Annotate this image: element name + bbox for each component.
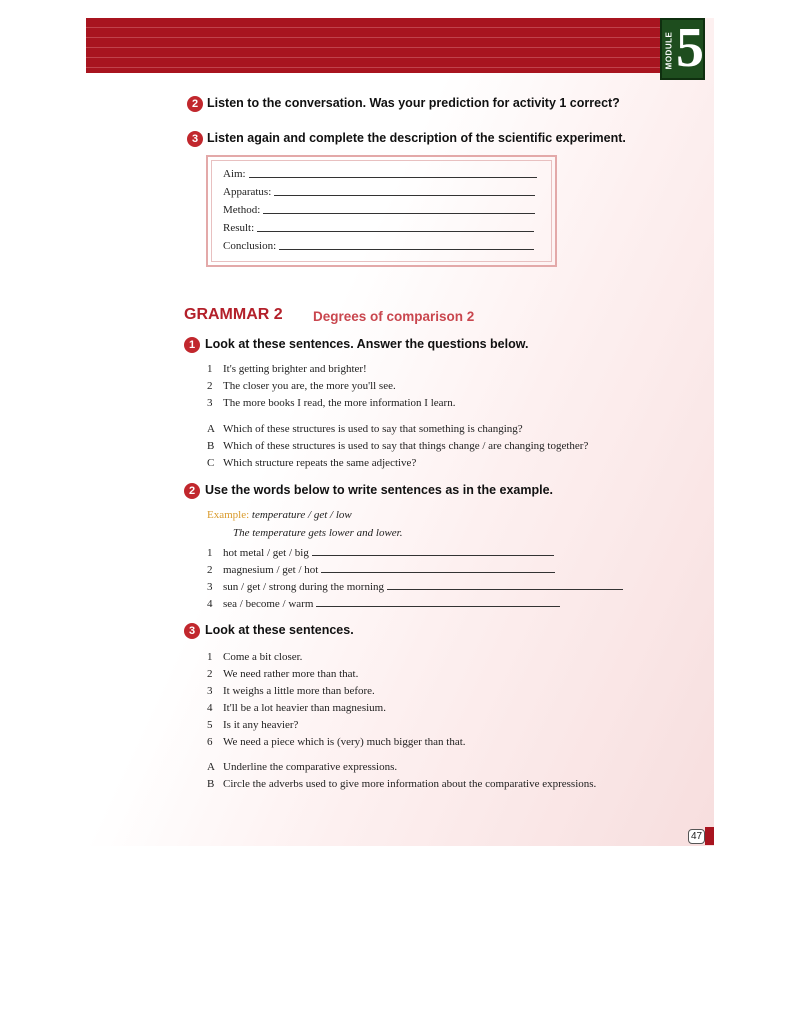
module-label: MODULE bbox=[664, 31, 674, 69]
example bbox=[207, 508, 352, 523]
question: C Which structure repeats the same adjective? bbox=[207, 457, 417, 469]
task: A Underline the comparative expressions. bbox=[207, 761, 398, 773]
section-subtitle: Degrees of comparison 2 bbox=[313, 309, 475, 324]
question: B Which of these structures is used to say that things change / are changing together? bbox=[207, 440, 589, 452]
example-sentence: 2 We need rather more than that. bbox=[207, 668, 359, 680]
answer-line[interactable] bbox=[279, 249, 534, 250]
section-title: GRAMMAR 2 bbox=[184, 306, 283, 323]
field-conclusion: Conclusion: bbox=[223, 236, 534, 252]
page-number: 47 bbox=[688, 829, 705, 844]
field-aim: Aim: bbox=[223, 164, 537, 180]
activity-number: 3 bbox=[184, 623, 200, 639]
activity-number: 2 bbox=[187, 96, 203, 112]
module-number: 5 bbox=[676, 17, 704, 79]
header-banner bbox=[86, 18, 660, 73]
exercise-item: 4 sea / become / warm bbox=[207, 596, 560, 611]
answer-line[interactable] bbox=[263, 213, 535, 214]
field-method: Method: bbox=[223, 200, 535, 216]
field-apparatus: Apparatus: bbox=[223, 182, 535, 198]
example-sentence: 5 Is it any heavier? bbox=[207, 719, 299, 731]
instruction-text: Look at these sentences. Answer the questions below. bbox=[205, 337, 529, 351]
instruction-text: Listen to the conversation. Was your prediction for activity 1 correct? bbox=[207, 96, 620, 110]
exercise-item: 2 magnesium / get / hot bbox=[207, 562, 555, 577]
exercise-item: 1 hot metal / get / big bbox=[207, 545, 554, 560]
task: B Circle the adverbs used to give more information about the comparative expressions. bbox=[207, 778, 597, 790]
module-badge bbox=[660, 18, 705, 80]
instruction-text: Look at these sentences. bbox=[205, 623, 354, 637]
answer-line[interactable] bbox=[249, 177, 537, 178]
example-sentence: 1 It's getting brighter and brighter! bbox=[207, 363, 367, 375]
question: A Which of these structures is used to say that something is changing? bbox=[207, 423, 523, 435]
activity-number: 2 bbox=[184, 483, 200, 499]
example-sentence: 1 Come a bit closer. bbox=[207, 651, 303, 663]
example-sentence: 6 We need a piece which is (very) much bigger than that. bbox=[207, 736, 466, 748]
example-prompt: temperature / get / low bbox=[251, 509, 352, 521]
example-sentence: 4 It'll be a lot heavier than magnesium. bbox=[207, 702, 386, 714]
example-label: Example: bbox=[207, 509, 250, 521]
activity-number: 3 bbox=[187, 131, 203, 147]
activity-number: 1 bbox=[184, 337, 200, 353]
page-number-tab bbox=[705, 827, 714, 845]
answer-line[interactable] bbox=[321, 562, 555, 573]
field-result: Result: bbox=[223, 218, 534, 234]
example-sentence: 3 It weighs a little more than before. bbox=[207, 685, 375, 697]
instruction-text: Listen again and complete the description of the scientific experiment. bbox=[207, 131, 626, 145]
example-sentence: 2 The closer you are, the more you'll see. bbox=[207, 380, 396, 392]
example-sentence: 3 The more books I read, the more information I learn. bbox=[207, 397, 456, 409]
answer-line[interactable] bbox=[257, 231, 534, 232]
answer-line[interactable] bbox=[274, 195, 535, 196]
exercise-item: 3 sun / get / strong during the morning bbox=[207, 579, 623, 594]
answer-line[interactable] bbox=[312, 545, 554, 556]
example-answer: The temperature gets lower and lower. bbox=[233, 527, 403, 539]
answer-line[interactable] bbox=[387, 579, 623, 590]
answer-line[interactable] bbox=[316, 596, 560, 607]
instruction-text: Use the words below to write sentences as in the example. bbox=[205, 483, 554, 497]
